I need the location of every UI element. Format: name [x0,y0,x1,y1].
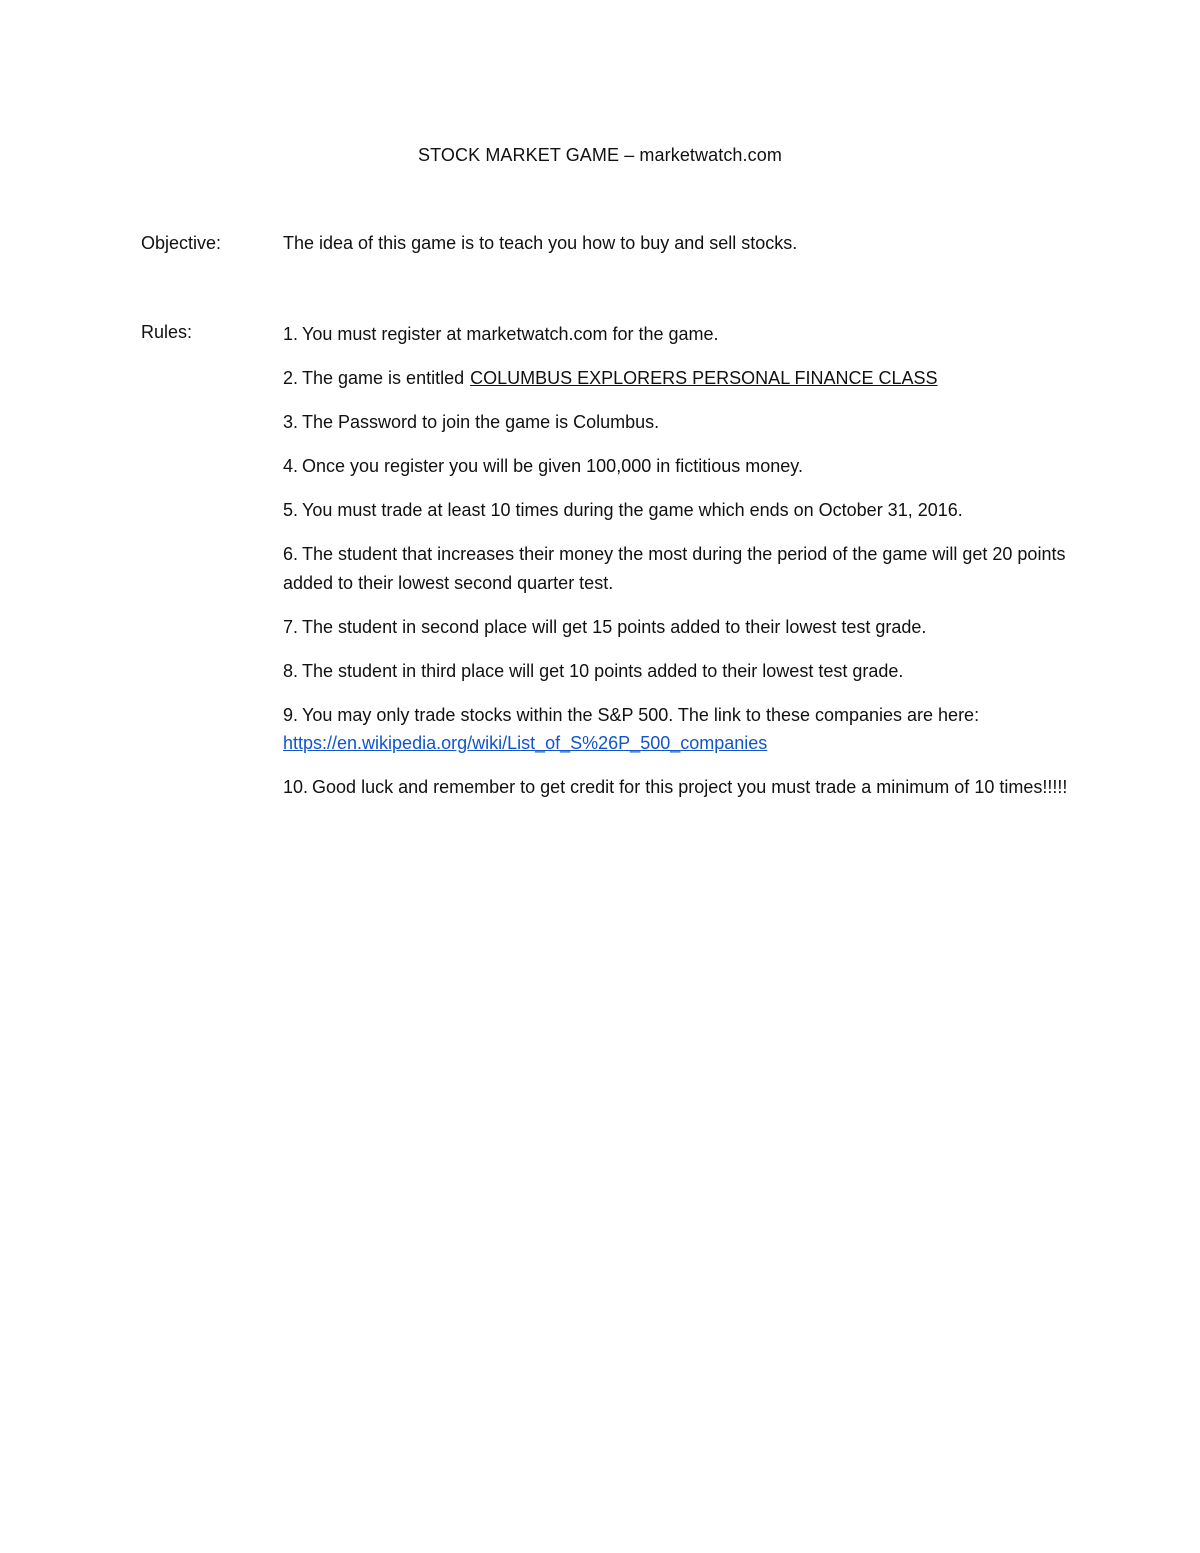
sp500-companies-link[interactable]: https://en.wikipedia.org/wiki/List_of_S%26P_500_companies [283,733,768,753]
rule-item-3 [283,408,1068,437]
rule-number: 7. [283,616,299,637]
rule-text: Once you register you will be given 100,000 in fictitious money. [302,456,803,476]
rule-text: The Password to join the game is Columbus. [302,412,660,432]
rule-text: You must trade at least 10 times during the game which ends on October 31, 2016. [302,500,963,520]
rule-number: 9. [283,704,299,725]
objective-text: The idea of this game is to teach you how to buy and sell stocks. [283,233,798,253]
rule-text: Good luck and remember to get credit for this project you must trade a minimum of 10 times!!!!! [312,777,1068,797]
game-name: COLUMBUS EXPLORERS PERSONAL FINANCE CLASS [470,368,938,388]
rule-number: 8. [283,660,299,681]
rule-item-8 [283,657,1068,686]
rule-number: 3. [283,412,299,432]
rule-text: You may only trade stocks within the S&P 500. The link to these companies are here: [302,704,980,725]
rule-number: 4. [283,456,299,476]
rule-text: The student that increases their money the most during the period of the game will get 20 points added to their lowest second quarter test. [283,544,1066,593]
rule-item-4 [283,452,1068,481]
rule-item-5 [283,496,1068,525]
rule-text: You must register at marketwatch.com for the game. [302,324,719,344]
rule-item-7 [283,613,1068,642]
rule-item-1 [283,320,1068,349]
rules-label: Rules: [141,322,193,342]
rule-item-10 [283,773,1068,802]
rule-item-2 [283,364,1068,393]
objective-label: Objective: [141,233,222,253]
rule-text: The student in second place will get 15 points added to their lowest test grade. [302,616,927,637]
rule-item-9 [283,701,1068,758]
rule-item-6 [283,540,1068,597]
rule-number: 10. [283,777,309,797]
document-title: STOCK MARKET GAME – marketwatch.com [418,145,782,165]
rule-number: 5. [283,500,299,520]
rule-number: 6. [283,544,299,564]
rules-list [283,320,1068,817]
rule-number: 2. [283,368,299,388]
rule-number: 1. [283,324,299,344]
rule-text: The game is entitled [302,368,465,388]
rule-text: The student in third place will get 10 points added to their lowest test grade. [302,660,904,681]
